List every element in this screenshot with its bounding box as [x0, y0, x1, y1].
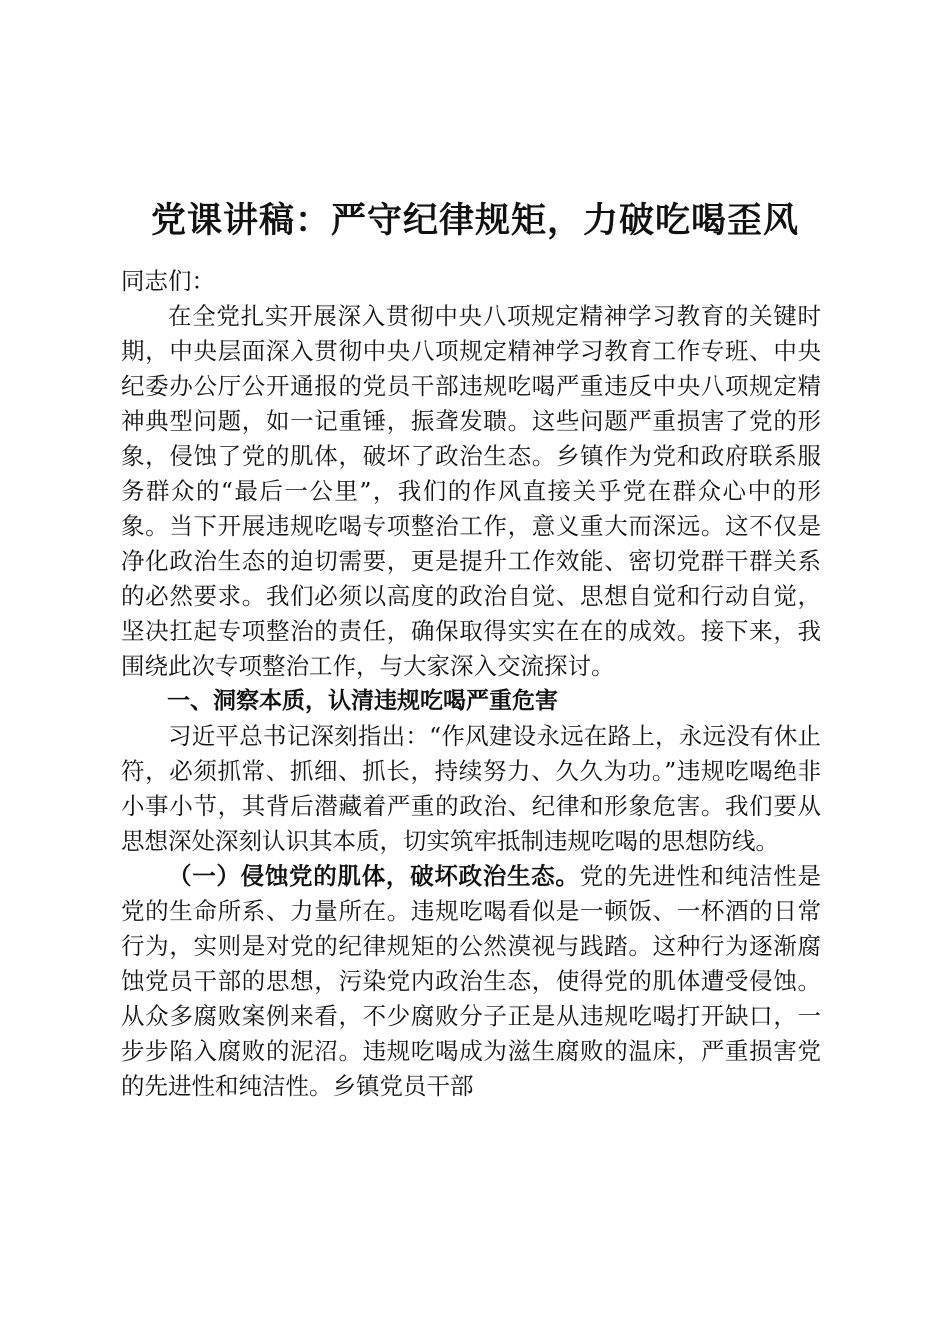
document-title: 党课讲稿：严守纪律规矩，力破吃喝歪风	[150, 200, 799, 241]
section-1-heading: 一、洞察本质，认清违规吃喝严重危害	[167, 688, 558, 714]
salutation: 同志们：	[121, 267, 215, 295]
subsection-1-heading: （一）侵蚀党的肌体，破坏政治生态。	[168, 862, 580, 890]
intro-paragraph: 在全党扎实开展深入贯彻中央八项规定精神学习教育的关键时期，中央层面深入贯彻中央八项规定精神学习教育工作专班、中央纪委办公厅公开通报的党员干部违规吃喝严重违反中央八项规定精神典型问题，如一记重锤，振聋发聩。这些问题严重损害了党的形象，侵蚀了党的肌体，破坏了政治生态。乡镇作为党和政府联系服务群众的“最后一公里”，我们的作风直接关乎党在群众心中的形象。当下开展违规吃喝专项整治工作，意义重大而深远。这不仅是净化政治生态的迫切需要，更是提升工作效能、密切党群干群关系的必然要求。我们必须以高度的政治自觉、思想自觉和行动自觉，坚决扛起专项整治的责任，确保取得实实在在的成效。接下来，我围绕此次专项整治工作，与大家深入交流探讨。	[121, 302, 821, 680]
document-body	[121, 264, 821, 1104]
subsection-1-text: 党的先进性和纯洁性是党的生命所系、力量所在。违规吃喝看似是一顿饭、一杯酒的日常行为，实则是对党的纪律规矩的公然漠视与践踏。这种行为逐渐腐蚀党员干部的思想，污染党内政治生态，使得党的肌体遭受侵蚀。从众多腐败案例来看，不少腐败分子正是从违规吃喝打开缺口，一步步陷入腐败的泥沼。违规吃喝成为滋生腐败的温床，严重损害党的先进性和纯洁性。乡镇党员干部	[121, 862, 822, 1100]
section-1-paragraph: 习近平总书记深刻指出：“作风建设永远在路上，永远没有休止符，必须抓常、抓细、抓长，持续努力、久久为功。”违规吃喝绝非小事小节，其背后潜藏着严重的政治、纪律和形象危害。我们要从思想深处深刻认识其本质，切实筑牢抵制违规吃喝的思想防线。	[121, 722, 821, 855]
subsection-1-paragraph	[121, 859, 821, 1104]
